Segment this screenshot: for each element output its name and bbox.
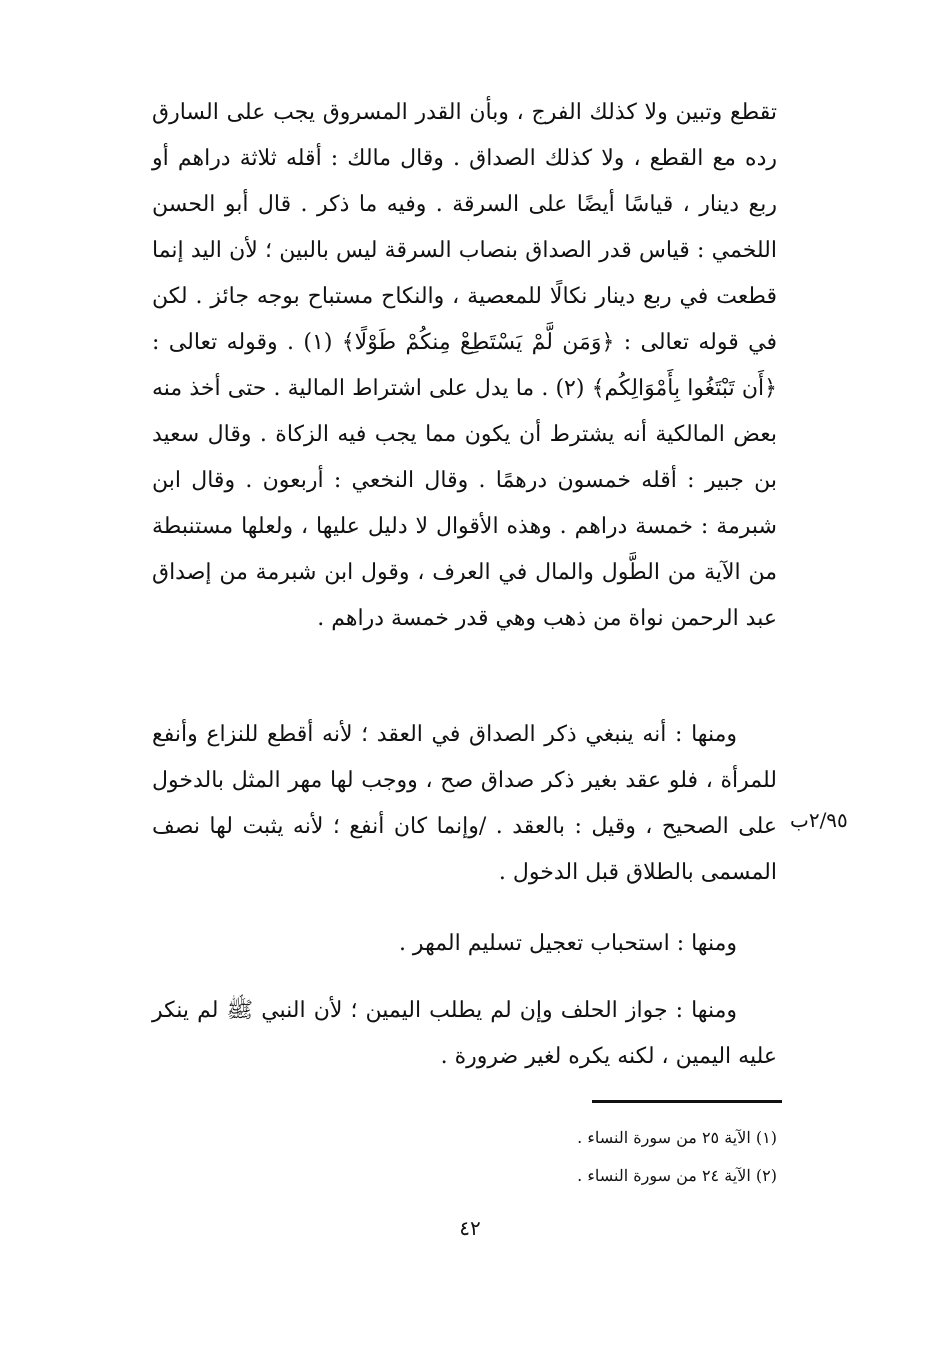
paragraph-main-text: تقطع وتبين ولا كذلك الفرج ، وبأن القدر المسروق يجب على السارق رده مع القطع ، ولا كذلك الصداق . وقال مالك : أقله ثلاثة دراهم أو ربع دينار ، قياسًا أيضًا على السرقة . وفيه ما ذكر . قال أبو الحسن اللخمي : قياس قدر الصداق بنصاب السرقة ليس بالبين ؛ لأن اليد إنما قطعت في ربع دينار نكالًا للمعصية ، والنكاح مستباح بوجه جائز . لكن في قوله تعالى : ﴿وَمَن لَّمْ يَسْتَطِعْ مِنكُمْ طَوْلًا﴾ (١) . وقوله تعالى : ﴿أَن تَبْتَغُوا بِأَمْوَالِكُم﴾ (٢) . ما يدل على اشتراط المالية . حتى أخذ منه بعض المالكية أنه يشترط أن يكون مما يجب فيه الزكاة . وقال سعيد بن جبير : أقله خمسون درهمًا . وقال النخعي : أربعون . وقال ابن شبرمة : خمسة دراهم . وهذه الأقوال لا دليل عليها ، ولعلها مستنبطة من الآية من الطَّول والمال في العرف ، وقول ابن شبرمة من إصداق عبد الرحمن نواة من ذهب وهي قدر خمسة دراهم . bbox=[152, 100, 777, 631]
paragraph-mention-of-dowry: ومنها : أنه ينبغي ذكر الصداق في العقد ؛ لأنه أقطع للنزاع وأنفع للمرأة ، فلو عقد بغير ذكر صداق صح ، ووجب لها مهر المثل بالدخول على الصحيح ، وقيل : بالعقد . /وإنما كان أنفع ؛ لأنه يثبت لها نصف المسمى بالطلاق قبل الدخول . bbox=[152, 722, 777, 885]
footnote-1: (١) الآية ٢٥ من سورة النساء . bbox=[577, 1128, 777, 1147]
footnote-2: (٢) الآية ٢٤ من سورة النساء . bbox=[577, 1166, 777, 1185]
paragraph-oath: ومنها : جواز الحلف وإن لم يطلب اليمين ؛ لأن النبي ﷺ لم ينكر عليه اليمين ، لكنه يكره لغير ضرورة . bbox=[152, 998, 777, 1069]
page-number: ٤٢ bbox=[459, 1216, 481, 1240]
footnote-divider bbox=[592, 1100, 782, 1103]
manuscript-folio-marker: ٢/٩٥ب bbox=[790, 808, 848, 832]
paragraph-hastening-dowry: ومنها : استحباب تعجيل تسليم المهر . bbox=[398, 931, 737, 956]
